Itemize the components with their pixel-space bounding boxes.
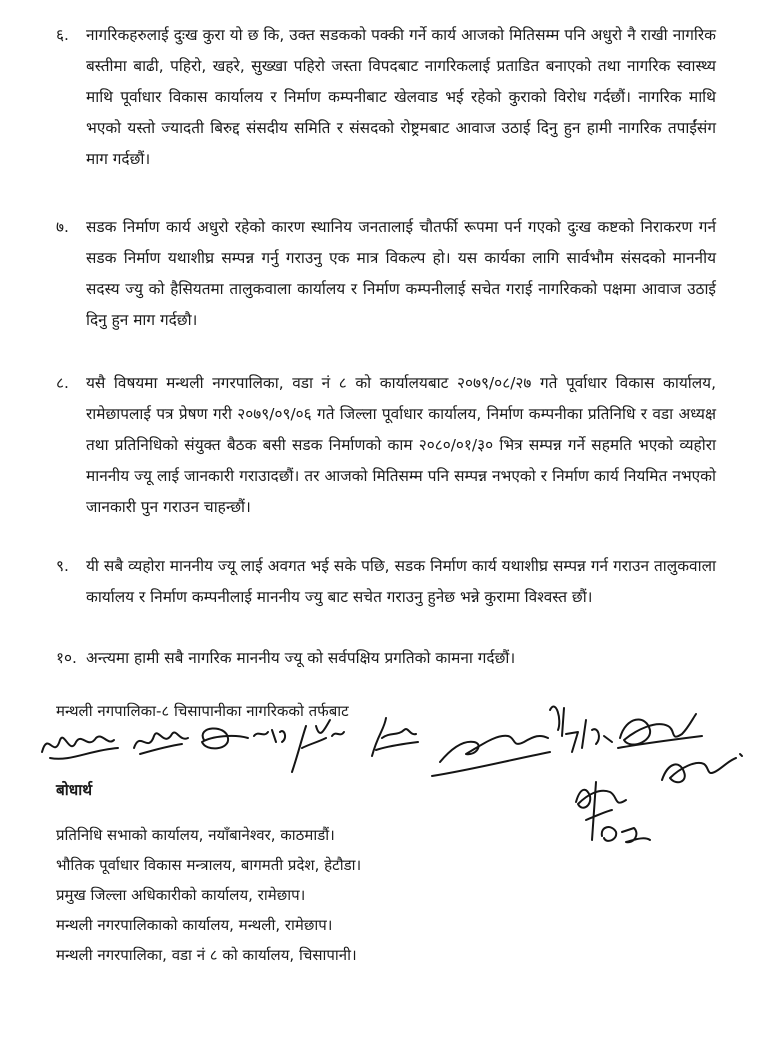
paragraph-number: ८. [56, 374, 69, 392]
paragraph-7 [56, 212, 716, 336]
signature-7 [566, 720, 612, 752]
cc-item: भौतिक पूर्वाधार विकास मन्त्रालय, बागमती प्रदेश, हेटौडा। [56, 856, 362, 874]
paragraph-9 [56, 551, 716, 613]
cc-item: मन्थली नगरपालिका, वडा नं ८ को कार्यालय, चिसापानी। [56, 946, 357, 964]
signature-6 [432, 736, 550, 776]
paragraph-text: अन्त्यमा हामी सबै नागरिक माननीय ज्यू को सर्वपक्षिय प्रगतिको कामना गर्दछौं। [86, 649, 516, 667]
paragraph-8 [56, 368, 716, 523]
paragraph-text: सडक निर्माण कार्य अधुरो रहेको कारण स्थानिय जनतालाई चौतर्फी रूपमा पर्न गएको दुःख कष्टको निराकरण गर्न सडक निर्माण यथाशीघ्र सम्पन्न गर्नु गराउनु एक मात्र विकल्प हो। यस कार्यका लागि सार्वभौम संसदको माननीय सदस्य ज्यु को हैसियतमा तालुकवाला कार्यालय र निर्माण कम्पनीलाई सचेत गराई नागरिकको पक्षमा आवाज उठाई दिनु हुन माग गर्दछौ। [86, 218, 716, 329]
cc-list [56, 820, 361, 970]
paragraph-number: १०. [56, 649, 77, 667]
cc-item: मन्थली नगरपालिकाको कार्यालय, मन्थली, रामेछाप। [56, 916, 333, 934]
signature-10 [662, 754, 742, 782]
signature-9 [618, 714, 702, 748]
paragraph-number: ७. [56, 218, 69, 236]
signature-4 [292, 720, 344, 772]
paragraph-text: यी सबै व्यहोरा माननीय ज्यू लाई अवगत भई सके पछि, सडक निर्माण कार्य यथाशीघ्र सम्पन्न गर्न गराउन तालुकवाला कार्यालय र निर्माण कम्पनीलाई माननीय ज्यु बाट सचेत गराउनु हुनेछ भन्ने कुरामा विश्वस्त छौं। [86, 557, 716, 606]
cc-item: प्रतिनिधि सभाको कार्यालय, नयाँबानेश्वर, काठमाडौं। [56, 826, 335, 844]
signature-8 [550, 707, 564, 736]
paragraph-number: ६. [56, 26, 69, 44]
paragraph-number: ९. [56, 557, 69, 575]
paragraph-text: यसै विषयमा मन्थली नगरपालिका, वडा नं ८ को कार्यालयबाट २०७९/०८/२७ गते पूर्वाधार विकास कार्यालय, रामेछापलाई पत्र प्रेषण गरी २०७९/०९/०६ गते जिल्ला पूर्वाधार कार्यालय, निर्माण कम्पनीका प्रतिनिधि र वडा अध्यक्ष तथा प्रतिनिधिको संयुक्त बैठक बसी सडक निर्माणको काम २०८०/०१/३० भित्र सम्पन्न गर्ने सहमति भएको व्यहोरा माननीय ज्यू लाई जानकारी गराउादछौं। तर आजको मितिसम्म पनि सम्पन्न नभएको र निर्माण कार्य नियमित नभएको जानकारी पुन गराउन चाहन्छौं। [86, 374, 716, 516]
signature-12 [602, 827, 650, 842]
from-line: मन्थली नगपालिका-८ चिसापानीका नागरिकको तर्फबाट [56, 702, 349, 720]
bodhartha-heading: बोधार्थ [56, 781, 93, 799]
signature-1 [42, 736, 118, 758]
signature-3 [202, 728, 285, 748]
signature-2 [134, 732, 188, 754]
cc-item: प्रमुख जिल्ला अधिकारीको कार्यालय, रामेछाप। [56, 886, 306, 904]
signature-5 [372, 718, 418, 756]
signature-11 [576, 782, 626, 840]
paragraph-6 [56, 20, 716, 175]
paragraph-text: नागरिकहरुलाई दुःख कुरा यो छ कि, उक्त सडकको पक्की गर्ने कार्य आजको मितिसम्म पनि अधुरो नै राखी नागरिक बस्तीमा बाढी, पहिरो, खहरे, सुख्खा पहिरो जस्ता विपदबाट नागरिकलाई प्रताडित बनाएको तथा नागरिक स्वास्थ्य माथि पूर्वाधार विकास कार्यालय र निर्माण कम्पनीबाट खेलवाड भई रहेको कुराको विरोध गर्दछौं। नागरिक माथि भएको यस्तो ज्यादती बिरुद्द संसदीय समिति र संसदको रोष्ट्रमबाट आवाज उठाई दिनु हुन हामी नागरिक तपाईंसंग माग गर्दछौं। [86, 26, 716, 168]
paragraph-10 [56, 643, 716, 674]
